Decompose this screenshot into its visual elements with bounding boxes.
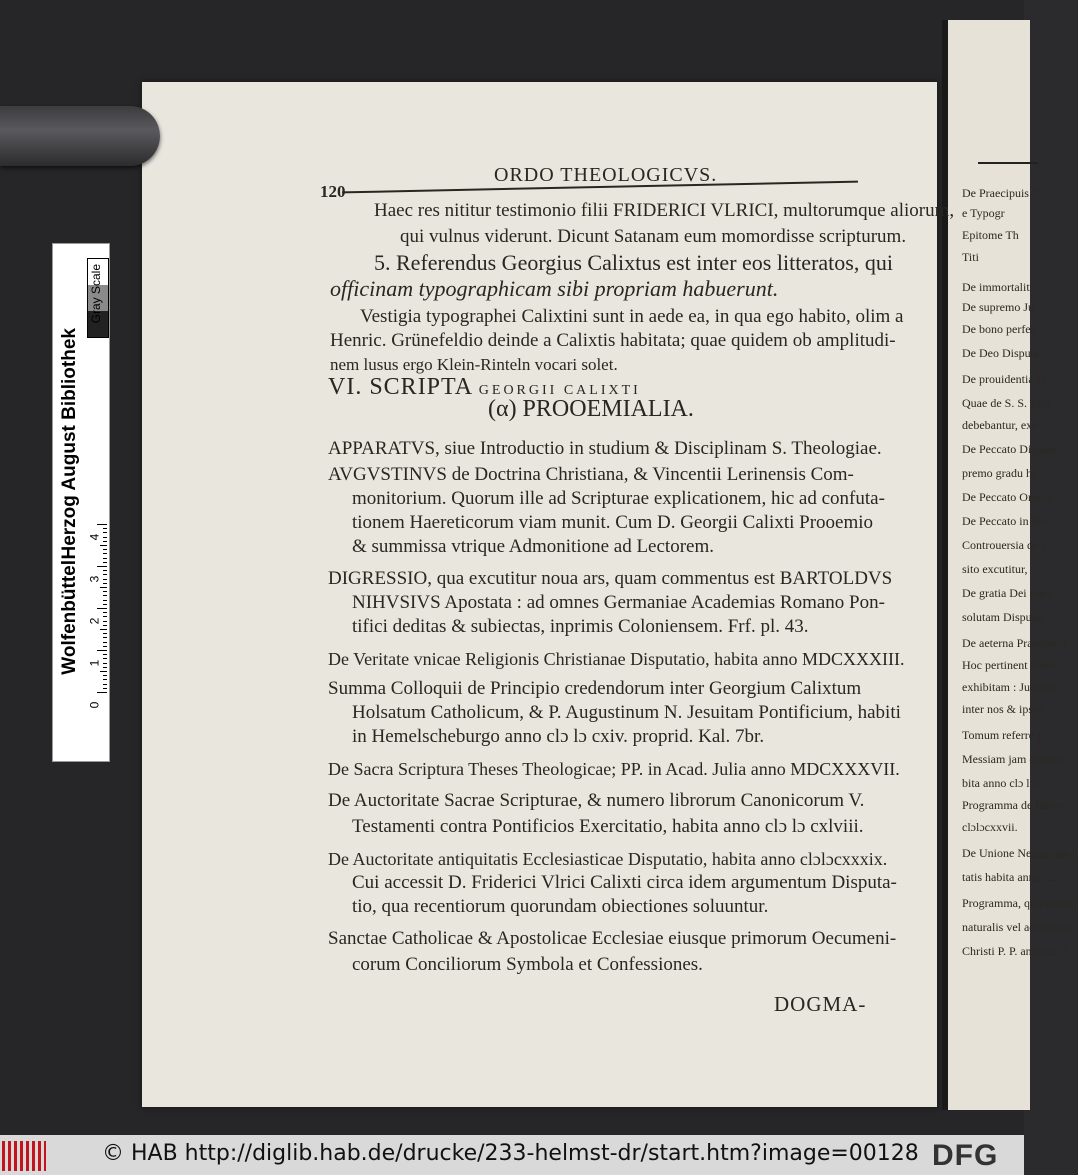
entry-line: AVGVSTINVS de Doctrina Christiana, & Vincentii Lerinensis Com- [328,464,854,485]
facing-page-line: Programma de Haere [962,798,1064,812]
facing-page-line: e Typogr [962,206,1005,220]
facing-page-line: De prouidentia D [962,372,1046,386]
facing-page-line: Programma, quo contro [962,896,1076,910]
facing-page-line: De Peccato Disputa [962,442,1057,456]
facing-page-line: De aeterna Praedestin [962,636,1067,650]
ruler-tick [97,692,107,693]
ruler-tick [103,570,107,571]
section-heading-sub: GEORGII CALIXTI [478,383,641,398]
subsection-heading: (α) PROOEMIALIA. [488,396,694,422]
facing-page-line: Hoc pertinent Anim [962,658,1058,672]
entry-line: corum Conciliorum Symbola et Confessiones. [352,954,703,975]
facing-page-line: De Peccato Origin [962,490,1051,504]
ruler-tick [103,549,107,550]
footer-bar [0,1135,1024,1175]
ruler-tick [103,537,107,538]
facing-page-line: exhibitam : Judicin [962,680,1054,694]
entry-line: in Hemelscheburgo anno clɔ lɔ cxiv. proprid. Kal. 7br. [352,726,765,747]
text-line: 5. Referendus Georgius Calixtus est inter eos litteratos, qui [374,250,893,275]
ruler-tick [100,671,107,672]
entry-line: monitorium. Quorum ille ad Scripturae explicationem, hic ad confuta- [352,488,885,509]
facing-page-line: De supremo Ju [962,300,1034,314]
facing-page-line: inter nos & ipsos [962,702,1044,716]
institution-name: Herzog August Bibliothek [59,328,80,560]
book-page [142,82,955,1107]
ruler-tick [97,650,107,651]
text-line: Vestigia typographei Calixtini sunt in aede ea, in qua ego habito, olim a [360,306,904,327]
ruler-tick [97,524,107,525]
facing-page-line: solutam Disputat [962,610,1044,624]
entry-line: Sanctae Catholicae & Apostolicae Ecclesiae eiusque primorum Oecumeni- [328,928,897,949]
facing-page-line: premo gradu ha [962,466,1038,480]
ruler [89,344,107,744]
facing-page-line: Quae de S. S. Trin [962,396,1051,410]
text-line: officinam typographicam sibi propriam habuerunt. [330,276,779,301]
page-clip [0,106,160,166]
text-line: Haec res nititur testimonio filii FRIDERICI VLRICI, multorumque aliorum, [374,200,955,221]
ruler-tick [103,658,107,659]
ruler-tick [103,621,107,622]
ruler-number: 1 [87,659,102,667]
color-scale-card [52,243,110,762]
ruler-tick [103,667,107,668]
ruler-tick [103,646,107,647]
ruler-number: 0 [87,701,102,709]
facing-page-line: sito excutitur, [962,562,1028,576]
page-number: 120 [320,182,346,201]
facing-page-line: tatis habita anno clɔ [962,870,1058,884]
facing-page-line: debebantur, exe [962,418,1038,432]
entry-line: De Auctoritate Sacrae Scripturae, & numero librorum Canonicorum V. [328,790,865,811]
running-head: ORDO THEOLOGICVS. [494,164,718,186]
entry-line: Cui accessit D. Friderici Vlrici Calixti circa idem argumentum Disputa- [352,872,897,893]
entry-line: De Sacra Scriptura Theses Theologicae; PP. in Acad. Julia anno MDCXXXVII. [328,759,900,779]
ruler-tick [103,574,107,575]
ruler-tick [103,600,107,601]
ruler-tick [103,679,107,680]
ruler-tick [103,616,107,617]
facing-page-line: Titi [962,250,979,264]
ruler-number: 4 [87,533,102,541]
ruler-tick [100,545,107,546]
ruler-tick [103,562,107,563]
entry-line: De Veritate vnicae Religionis Christianae Disputatio, habita anno MDCXXXIII. [328,649,905,669]
facing-page-line: De Peccato in Spi [962,514,1048,528]
dfg-logo: DFG [932,1139,999,1172]
facing-page-line: De Unione Nestoriana e [962,846,1078,860]
ruler-tick [100,587,107,588]
entry-line: APPARATVS, siue Introductio in studium & Disciplinam S. Theologiae. [328,438,882,459]
entry-line: Holsatum Catholicum, & P. Augustinum N. Jesuitam Pontificium, habiti [352,702,901,723]
ruler-tick [103,637,107,638]
ruler-number: 3 [87,575,102,583]
facing-page-line: De Praecipuis C [962,186,1040,200]
ruler-tick [103,595,107,596]
facing-page-rule [978,162,1038,164]
ruler-tick [100,629,107,630]
ruler-tick [103,553,107,554]
facing-page-line: De bono perfec [962,322,1036,336]
ruler-tick [103,604,107,605]
page-text [142,82,955,1107]
ruler-tick [103,625,107,626]
institution-city: Wolfenbüttel [59,559,80,675]
catchword: DOGMA- [774,992,867,1016]
text-line: Henric. Grünefeldio deinde a Calixtis habitata; quae quidem ob amplitudi- [330,330,896,351]
entry-line: Testamenti contra Pontificios Exercitatio, habita anno clɔ lɔ cxlviii. [352,816,864,837]
ruler-tick [97,608,107,609]
entry-line: tionem Haereticorum viam munit. Cum D. Georgii Calixti Prooemio [352,512,874,533]
ruler-tick [103,583,107,584]
text-line: nem lusus ergo Klein-Rinteln vocari solet. [330,355,618,374]
ruler-tick [103,675,107,676]
entry-line: NIHVSIVS Apostata : ad omnes Germaniae Academias Romano Pon- [352,592,885,613]
facing-page-line: De immortalita [962,280,1035,294]
text-line: qui vulnus viderunt. Dicunt Satanam eum momordisse scripturum. [400,226,907,247]
facing-page-line: De gratia Dei ergo [962,586,1051,600]
entry-line: & summissa vtrique Admonitione ad Lectorem. [352,536,714,557]
ruler-number: 2 [87,617,102,625]
entry-line: De Auctoritate antiquitatis Ecclesiasticae Disputatio, habita anno clɔlɔcxxxix. [328,849,888,869]
facing-page-line: naturalis vel adoptiuus [962,920,1071,934]
ruler-tick [103,684,107,685]
facing-page-line: Messiam jam dudum [962,752,1063,766]
facing-page-line: Christi P. P. anno clɔ l [962,944,1068,958]
facing-page-line: De Deo Disputa [962,346,1040,360]
ruler-tick [103,633,107,634]
ruler-tick [97,566,107,567]
facing-page-line: bita anno clɔ lɔ c [962,776,1044,790]
facing-page-line: Tomum referre p [962,728,1044,742]
entry-line: DIGRESSIO, qua excutitur noua ars, quam commentus est BARTOLDVS [328,568,893,589]
ruler-tick [103,541,107,542]
entry-line: tifici deditas & subiectas, inprimis Coloniensem. Frf. pl. 43. [352,616,809,637]
ruler-tick [103,688,107,689]
entry-line: Summa Colloquii de Principio credendorum inter Georgium Calixtum [328,678,862,699]
ruler-tick [103,558,107,559]
ruler-tick [103,612,107,613]
ruler-tick [103,663,107,664]
hab-logo-icon [2,1141,46,1171]
facing-page [942,20,1078,1110]
facing-page-line: clɔlɔcxxvii. [962,820,1018,834]
ruler-tick [103,528,107,529]
gray-scale-label: Gray Scale [89,264,103,324]
entry-line: tio, qua recentiorum quorundam obiectiones soluuntur. [352,896,769,917]
institution-label [55,246,85,757]
section-heading-main: VI. SCRIPTA [328,374,472,400]
ruler-tick [103,591,107,592]
ruler-tick [103,532,107,533]
facing-page-line: Epitome Th [962,228,1019,242]
facing-page-line: Controuersia de c [962,538,1047,552]
ruler-tick [103,642,107,643]
ruler-tick [103,654,107,655]
copyright-url[interactable]: © HAB http://diglib.hab.de/drucke/233-helmst-dr/start.htm?image=00128 [102,1141,919,1166]
ruler-tick [103,579,107,580]
